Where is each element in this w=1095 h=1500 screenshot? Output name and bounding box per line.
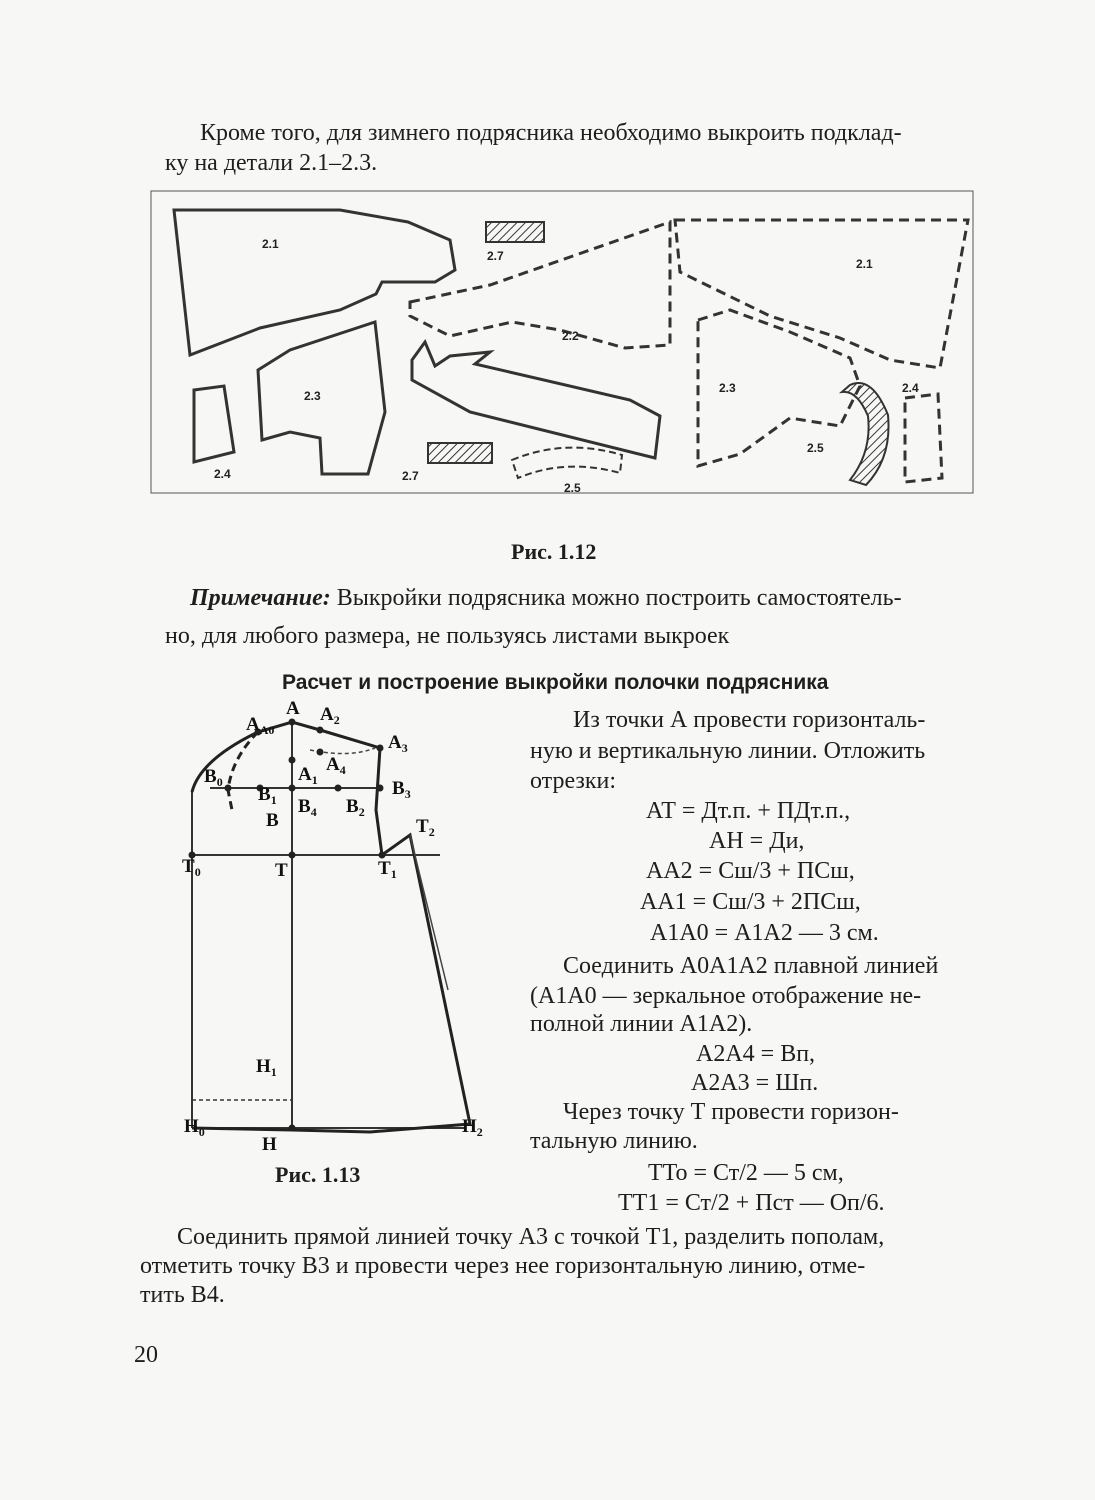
piece-2-5-hatched [842,383,889,485]
formula-AA1: АА1 = Сш/3 + 2ПСш, [640,889,861,915]
side-aux [410,835,448,990]
label-2-5-left: 2.5 [564,481,581,495]
point-B1: $B_1$ [258,784,277,807]
rc-p1-line2: ную и вертикальную линии. Отложить [530,738,926,764]
point-H2: $H_2$ [462,1116,483,1139]
front-outline [192,722,470,1132]
point-A0: $A_{A0}$ [246,714,275,737]
rc-p3-line2: тальную линию. [530,1128,698,1154]
point-T: T [275,860,288,881]
rc-p1-line3: отрезки: [530,768,617,794]
point-B4: $B_4$ [298,796,317,819]
label-2-4-left: 2.4 [214,467,231,481]
piece-2-7-bottom [428,443,492,463]
piece-2-5-arc [512,448,622,478]
point-B: B [266,810,279,831]
label-2-1-left: 2.1 [262,237,279,251]
point-T0: $T_0$ [182,856,201,879]
note-line-1 [190,583,902,613]
piece-2-2-lower [412,342,660,458]
label-2-5-right: 2.5 [807,441,824,455]
closing-line-2: отметить точку В3 и провести через нее горизонтальную линию, отме- [140,1253,866,1279]
rc-p2-line1: Соединить А0А1А2 плавной линией [563,953,939,979]
section-heading: Расчет и построение выкройки полочки подрясника [282,671,829,694]
point-A: A [286,700,300,719]
note-line-2: но, для любого размера, не пользуясь листами выкроек [165,623,730,649]
point-A3: $A_3$ [388,732,408,755]
point-H: H [262,1134,277,1155]
rc-p2-line3: полной линии А1А2). [530,1011,753,1037]
label-2-2: 2.2 [562,329,579,343]
point-H0: $H_0$ [184,1116,205,1139]
figure-1-13 [170,700,515,1160]
figure-1-13-caption: Рис. 1.13 [275,1162,361,1187]
formula-AA2: АА2 = Сш/3 + ПСш, [646,858,855,884]
piece-2-4-left [194,386,234,462]
formula-A1A0: А1А0 = А1А2 — 3 см. [650,920,879,946]
note-text-1: Выкройки подрясника можно построить самостоятель- [330,585,902,611]
point-T1: $T_1$ [378,858,397,881]
intro-line-2: ку на детали 2.1–2.3. [165,150,378,176]
point-B2: $B_2$ [346,796,365,819]
point-B3: $B_3$ [392,778,411,801]
piece-2-1-left [174,210,455,355]
point-A2: $A_2$ [320,704,340,727]
formula-TT0: ТТо = Ст/2 — 5 см, [648,1160,844,1186]
rc-p1-line1: Из точки А провести горизонталь- [573,707,926,733]
point-A4: $A_4$ [326,754,346,777]
closing-line-3: тить В4. [140,1282,225,1308]
label-2-7-top: 2.7 [487,249,504,263]
formula-AH: АН = Ди, [709,828,805,854]
point-H1: $H_1$ [256,1056,277,1079]
page-number: 20 [134,1342,158,1368]
point-A1: $A_1$ [298,764,318,787]
point-B0: $B_0$ [204,766,223,789]
label-2-4-right: 2.4 [902,381,919,395]
rc-p3-line1: Через точку Т провести горизон- [563,1099,899,1125]
piece-2-7-top [486,222,544,242]
label-2-7-bottom: 2.7 [402,469,419,483]
intro-line-1: Кроме того, для зимнего подрясника необходимо выкроить подклад- [200,120,902,146]
note-label: Примечание: [190,585,331,611]
point-T2: $T_2$ [416,816,435,839]
formula-A2A3: А2А3 = Шп. [691,1070,819,1096]
piece-2-3-left [258,322,385,474]
figure-1-12-caption: Рис. 1.12 [511,539,597,564]
piece-2-4-right [905,394,942,482]
formula-TT1: ТТ1 = Ст/2 + Пст — Оп/6. [618,1190,885,1216]
rc-p2-line2: (А1А0 — зеркальное отображение не- [530,983,922,1009]
closing-line-1: Соединить прямой линией точку А3 с точкой Т1, разделить пополам, [177,1224,885,1250]
formula-AT: АТ = Дт.п. + ПДт.п., [646,798,851,824]
label-2-3-left: 2.3 [304,389,321,403]
label-2-1-right: 2.1 [856,257,873,271]
neck-curve-dashed [228,732,258,810]
formula-A2A4: А2А4 = Вп, [696,1041,816,1067]
label-2-3-right: 2.3 [719,381,736,395]
figure-1-12 [150,190,975,495]
